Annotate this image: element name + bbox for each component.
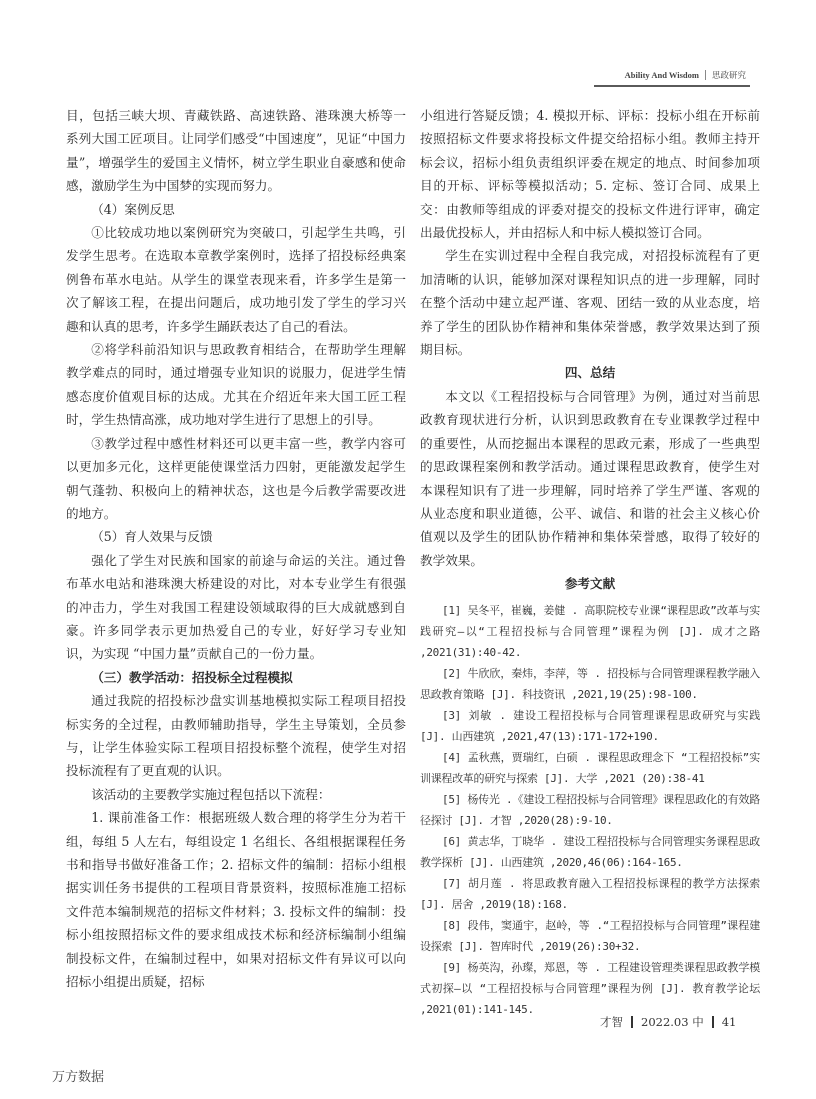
- paragraph: 目，包括三峡大坝、青藏铁路、高速铁路、港珠澳大桥等一系列大国工匠项目。让同学们感受“中国速度”，见证“中国力量”，增强学生的爱国主义情怀，树立学生职业自豪感和使命感，激励学生为中国梦的实现而努力。: [66, 108, 406, 194]
- paragraph: ①比较成功地以案例研究为突破口，引起学生共鸣，引发学生思考。在选取本章教学案例时，选择了招投标经典案例鲁布革水电站。从学生的课堂表现来看，许多学生是第一次了解该工程，在提出问题后，成功地引发了学生的学习兴趣和认真的思考，许多学生踊跃表达了自己的看法。: [66, 225, 406, 334]
- paragraph: 通过我院的招投标沙盘实训基地模拟实际工程项目招投标实务的全过程，由教师辅助指导，学生主导策划，全员参与，让学生体验实际工程项目招投标整个流程，使学生对招投标流程有了更直观的认识。: [66, 693, 406, 779]
- reference-item: [1] 吴冬平，崔巍，姜健 . 高职院校专业课“课程思政”改革与实践研究—以“工程招投标与合同管理”课程为例 [J]. 成才之路 ,2021(31):40-42.: [420, 603, 760, 659]
- paragraph: 该活动的主要教学实施过程包括以下流程：: [91, 786, 331, 802]
- footer-issue: 2022.03 中: [641, 1015, 704, 1029]
- footer-journal: 才智: [600, 1015, 623, 1029]
- paragraph: ②将学科前沿知识与思政教育相结合，在帮助学生理解教学难点的同时，通过增强专业知识的说服力，促进学生情感态度价值观目标的达成。尤其在介绍近年来大国工匠工程时，学生热情高涨，成功地对学生进行了思想上的引导。: [66, 342, 406, 428]
- subheading-activity: （三）教学活动：招投标全过程模拟: [91, 669, 293, 685]
- paragraph: 小组进行答疑反馈；4. 模拟开标、评标：投标小组在开标前按照招标文件要求将投标文件提交给招标小组。教师主持开标会议，招标小组负责组织评委在规定的地点、时间参加项目的开标、评标等模拟活动；5. 定标、签订合同、成果上交：由教师等组成的评委对提交的投标文件进行评审，确定出最优投标人，并由招标人和中标人模拟签订合同。: [420, 108, 760, 241]
- reference-item: [4] 孟秋燕，贾瑞红，白硕 . 课程思政理念下 “工程招投标”实训课程改革的研究与探索 [J]. 大学 ,2021 (20):38-41: [420, 750, 760, 785]
- paragraph: 强化了学生对民族和国家的前途与命运的关注。通过鲁布革水电站和港珠澳大桥建设的对比，对本专业学生有很强的冲击力，学生对我国工程建设领域取得的巨大成就感到自豪。许多同学表示更加热爱自己的专业，好好学习专业知识，为实现 “中国力量”贡献自己的一份力量。: [66, 552, 406, 662]
- left-column: [66, 104, 406, 993]
- reference-item: [5] 杨传光 .《建设工程招投标与合同管理》课程思政化的有效路径探讨 [J]. 才智 ,2020(28):9-10.: [420, 792, 760, 827]
- reference-list: [420, 600, 760, 1020]
- paragraph: 本文以《工程招投标与合同管理》为例，通过对当前思政教育现状进行分析，认识到思政教育在专业课教学过程中的重要性，从而挖掘出本课程的思政元素，形成了一些典型的思政课程案例和教学活动。通过课程思政教育，使学生对本课程知识有了进一步理解，同时培养了学生严谨、客观的从业态度和职业道德，公平、诚信、和谐的社会主义核心价值观以及学生的团队协作精神和集体荣誉感，取得了较好的教学效果。: [420, 388, 760, 568]
- footer-separator: [712, 1016, 714, 1028]
- paragraph: 1. 课前准备工作：根据班级人数合理的将学生分为若干组，每组 5 人左右，每组设定 1 名组长、各组根据课程任务书和指导书做好准备工作；2. 招标文件的编制：招标小组根据实训任务书提供的工程项目背景资料，按照标准施工招标文件范本编制规范的招标文件材料；3. 投标文件的编制：投标小组按照招标文件的要求组成技术标和经济标编制小组编制投标文件，在编制过程中，如果对招标文件有异议可以向招标小组提出质疑，招标: [66, 810, 406, 990]
- paragraph: ③教学过程中感性材料还可以更丰富一些，教学内容可以更加多元化，这样更能使课堂活力四射，更能激发起学生朝气蓬勃、积极向上的精神状态，这也是今后教学需要改进的地方。: [66, 435, 406, 521]
- reference-item: [8] 段伟，窦通宇，赵岭，等 .“工程招投标与合同管理”课程建设探索 [J]. 智库时代 ,2019(26):30+32.: [420, 918, 760, 953]
- footer-separator: [631, 1016, 633, 1028]
- section-label: 思政研究: [711, 71, 746, 81]
- reference-item: [7] 胡月莲 . 将思政教育融入工程招投标课程的教学方法探索 [J]. 居舍 ,2019(18):168.: [420, 876, 760, 911]
- page-footer: [600, 1012, 750, 1032]
- page-number: 41: [721, 1015, 737, 1029]
- section-heading-summary: 四、总结: [564, 365, 616, 381]
- reference-item: [2] 牛欣欣，秦炜，李萍，等 . 招投标与合同管理课程教学融入思政教育策略 [J]. 科技资讯 ,2021,19(25):98-100.: [420, 666, 760, 701]
- reference-item: [3] 刘敏 . 建设工程招投标与合同管理课程思政研究与实践 [J]. 山西建筑 ,2021,47(13):171-172+190.: [420, 708, 760, 743]
- watermark: 万方数据: [52, 1070, 105, 1085]
- reference-item: [6] 黄志华，丁晓华 . 建设工程招投标与合同管理实务课程思政教学探析 [J]. 山西建筑 ,2020,46(06):164-165.: [420, 834, 760, 869]
- paragraph: 学生在实训过程中全程自我完成，对招投标流程有了更加清晰的认识，能够加深对课程知识点的进一步理解，同时在整个活动中建立起严谨、客观、团结一致的从业态度，培养了学生的团队协作精神和集体荣誉感，教学效果达到了预期目标。: [420, 248, 760, 358]
- right-column: [420, 104, 760, 1020]
- references-heading: 参考文献: [564, 576, 616, 592]
- reference-item: [9] 杨英沟，孙璨，郑恩，等 . 工程建设管理类课程思政教学模式初探—以 “工程招投标与合同管理”课程为例 [J]. 教育教学论坛 ,2021(01):141-145.: [420, 960, 760, 1016]
- subheading-effect: （5）育人效果与反馈: [91, 529, 213, 545]
- header-rule: [594, 85, 750, 87]
- subheading-case-reflection: （4）案例反思: [91, 201, 175, 217]
- journal-brand: Ability And Wisdom: [624, 70, 699, 80]
- running-header: [598, 66, 746, 84]
- header-separator: [705, 70, 706, 80]
